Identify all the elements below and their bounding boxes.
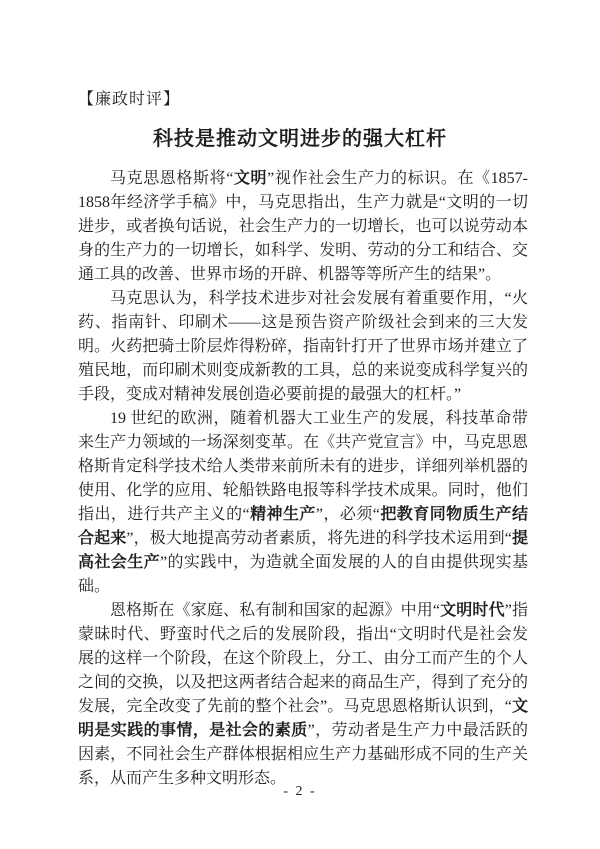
paragraph <box>78 599 528 791</box>
emphasis-text: 文明时代 <box>440 602 505 619</box>
body-text: ”，劳动者是生产力中最活跃的因素，不同社会生产群体根据相应生产力基础形成不同的生产关系，从而产生多种文明形态。 <box>78 722 528 787</box>
body-text: ”的实践中，为造就全面发展的人的自由提供现实基础。 <box>78 554 528 595</box>
page-number: - 2 - <box>283 784 317 799</box>
article-title: 科技是推动文明进步的强大杠杆 <box>153 128 447 150</box>
article-body <box>78 167 528 791</box>
paragraph <box>78 167 528 287</box>
body-text: ”，必须“ <box>315 506 380 523</box>
body-text: ”指蒙昧时代、野蛮时代之后的发展阶段，指出“文明时代是社会发展的这样一个阶段，在这个阶段上，分工、由分工而产生的个人之间的交换，以及把这两者结合起来的商品生产，得到了充分的发展，完全改变了先前的整个社会”。马克思恩格斯认识到，“ <box>78 602 528 715</box>
column-header: 【廉政时评】 <box>78 91 181 108</box>
emphasis-text: 提高社会生产 <box>78 530 528 571</box>
body-text: ”视作社会生产力的标识。在《1857-1858年经济学手稿》中，马克思指出，生产力就是“文明的一切进步，或者换句话说，社会生产力的一切增长，也可以说劳动本身的生产力的一切增长，如科学、发明、劳动的分工和结合、交通工具的改善、世界市场的开辟、机器等等所产生的结果”。 <box>78 170 528 283</box>
paragraph <box>78 287 528 407</box>
body-text: 马克思认为，科学技术进步对社会发展有着重要作用，“火药、指南针、印刷术——这是预告资产阶级社会到来的三大发明。火药把骑士阶层炸得粉碎，指南针打开了世界市场并建立了殖民地，而印刷术则变成新教的工具，总的来说变成科学复兴的手段，变成对精神发展创造必要前提的最强大的杠杆。” <box>78 290 528 403</box>
emphasis-text: 文明是实践的事情，是社会的素质 <box>78 698 528 739</box>
emphasis-text: 文明 <box>233 170 268 187</box>
paragraph <box>78 407 528 599</box>
body-text: 马克思恩格斯将“ <box>110 170 234 187</box>
body-text: 恩格斯在《家庭、私有制和国家的起源》中用“ <box>110 602 440 619</box>
body-text: 19 世纪的欧洲，随着机器大工业生产的发展，科技革命带来生产力领域的一场深刻变革。在《共产党宣言》中，马克思恩格斯肯定科学技术给人类带来前所未有的进步，详细列举机器的使用、化学的应用、轮船铁路电报等科学技术成果。同时，他们指出，进行共产主义的“ <box>78 410 528 523</box>
emphasis-text: 把教育同物质生产结合起来 <box>78 506 528 547</box>
emphasis-text: 精神生产 <box>249 506 316 523</box>
body-text: ”，极大地提高劳动者素质，将先进的科学技术运用到“ <box>126 530 512 547</box>
